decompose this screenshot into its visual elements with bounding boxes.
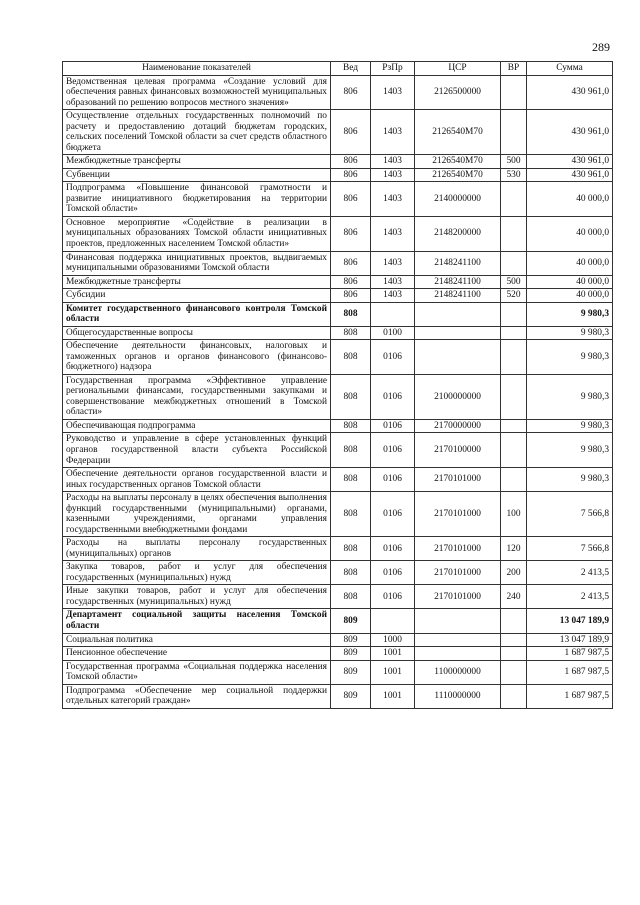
cell-csr: 2148200000 — [415, 216, 501, 251]
table-header-row — [63, 62, 613, 76]
table-row — [63, 168, 613, 182]
cell-name: Осуществление отдельных государственных полномочий по расчету и предоставлению дотаций бюджетам городских, сельских поселений Томской области за счет средств областного бюджета — [63, 110, 331, 155]
header-rzpr: РзПр — [371, 62, 415, 76]
cell-rzpr: 1403 — [371, 289, 415, 303]
cell-vr — [501, 419, 527, 433]
cell-name: Обеспечение деятельности органов государственной власти и иных государственных органов Томской области — [63, 468, 331, 492]
cell-sum: 430 961,0 — [527, 168, 613, 182]
cell-rzpr: 1001 — [371, 660, 415, 684]
cell-vr — [501, 75, 527, 110]
cell-sum: 1 687 987,5 — [527, 647, 613, 661]
table-row — [63, 561, 613, 585]
cell-csr: 2100000000 — [415, 374, 501, 419]
cell-vr — [501, 182, 527, 217]
cell-csr: 2170101000 — [415, 492, 501, 537]
cell-rzpr: 0106 — [371, 374, 415, 419]
cell-csr — [415, 302, 501, 326]
cell-rzpr: 0106 — [371, 561, 415, 585]
cell-vr — [501, 251, 527, 275]
cell-rzpr: 0106 — [371, 537, 415, 561]
header-csr: ЦСР — [415, 62, 501, 76]
cell-vr — [501, 660, 527, 684]
cell-vr: 240 — [501, 585, 527, 609]
table-row — [63, 585, 613, 609]
table-row — [63, 609, 613, 633]
cell-csr: 2126540М70 — [415, 155, 501, 169]
cell-name: Обеспечение деятельности финансовых, налоговых и таможенных органов и органов финансового (финансово-бюджетного) надзора — [63, 340, 331, 375]
cell-ved: 808 — [331, 302, 371, 326]
cell-vr — [501, 647, 527, 661]
cell-rzpr: 1403 — [371, 216, 415, 251]
cell-name: Общегосударственные вопросы — [63, 326, 331, 340]
cell-name: Социальная политика — [63, 633, 331, 647]
cell-ved: 809 — [331, 660, 371, 684]
cell-sum: 40 000,0 — [527, 289, 613, 303]
cell-name: Руководство и управление в сфере установленных функций органов государственной власти субъекта Российской Федерации — [63, 433, 331, 468]
cell-rzpr: 1403 — [371, 182, 415, 217]
cell-csr: 2170101000 — [415, 537, 501, 561]
cell-csr — [415, 633, 501, 647]
cell-csr: 2148241100 — [415, 251, 501, 275]
cell-rzpr — [371, 609, 415, 633]
cell-vr — [501, 374, 527, 419]
table-row — [63, 75, 613, 110]
cell-name: Комитет государственного финансового контроля Томской области — [63, 302, 331, 326]
table-row — [63, 110, 613, 155]
table-row — [63, 155, 613, 169]
header-sum: Сумма — [527, 62, 613, 76]
cell-name: Субсидии — [63, 289, 331, 303]
cell-sum: 40 000,0 — [527, 275, 613, 289]
cell-name: Финансовая поддержка инициативных проектов, выдвигаемых муниципальными образованиями Томской области — [63, 251, 331, 275]
header-name: Наименование показателей — [63, 62, 331, 76]
cell-csr — [415, 609, 501, 633]
table-row — [63, 647, 613, 661]
cell-ved: 808 — [331, 468, 371, 492]
cell-rzpr: 0106 — [371, 433, 415, 468]
cell-name: Подпрограмма «Обеспечение мер социальной поддержки отдельных категорий граждан» — [63, 684, 331, 708]
cell-vr: 530 — [501, 168, 527, 182]
cell-name: Закупка товаров, работ и услуг для обеспечения государственных (муниципальных) нужд — [63, 561, 331, 585]
table-row — [63, 182, 613, 217]
cell-rzpr: 0106 — [371, 419, 415, 433]
table-row — [63, 419, 613, 433]
header-vr: ВР — [501, 62, 527, 76]
cell-sum: 40 000,0 — [527, 251, 613, 275]
cell-name: Расходы на выплаты персоналу государственных (муниципальных) органов — [63, 537, 331, 561]
cell-sum: 1 687 987,5 — [527, 684, 613, 708]
cell-ved: 806 — [331, 155, 371, 169]
cell-ved: 808 — [331, 340, 371, 375]
cell-sum: 9 980,3 — [527, 302, 613, 326]
cell-rzpr: 0100 — [371, 326, 415, 340]
cell-vr — [501, 326, 527, 340]
cell-csr: 2126540М70 — [415, 110, 501, 155]
cell-csr: 2148241100 — [415, 275, 501, 289]
cell-csr — [415, 340, 501, 375]
table-row — [63, 374, 613, 419]
cell-ved: 806 — [331, 275, 371, 289]
cell-ved: 806 — [331, 216, 371, 251]
cell-ved: 806 — [331, 182, 371, 217]
cell-vr — [501, 302, 527, 326]
cell-vr: 200 — [501, 561, 527, 585]
cell-vr — [501, 468, 527, 492]
cell-csr: 2170000000 — [415, 419, 501, 433]
cell-csr: 2170101000 — [415, 561, 501, 585]
table-row — [63, 468, 613, 492]
cell-vr — [501, 340, 527, 375]
cell-csr: 2170101000 — [415, 585, 501, 609]
header-ved: Вед — [331, 62, 371, 76]
cell-vr: 500 — [501, 155, 527, 169]
cell-sum: 9 980,3 — [527, 326, 613, 340]
cell-name: Государственная программа «Социальная поддержка населения Томской области» — [63, 660, 331, 684]
cell-sum: 2 413,5 — [527, 561, 613, 585]
cell-csr: 1100000000 — [415, 660, 501, 684]
cell-sum: 9 980,3 — [527, 433, 613, 468]
cell-sum: 1 687 987,5 — [527, 660, 613, 684]
cell-ved: 809 — [331, 633, 371, 647]
cell-name: Подпрограмма «Повышение финансовой грамотности и развитие инициативного бюджетирования на территории Томской области» — [63, 182, 331, 217]
cell-sum: 40 000,0 — [527, 182, 613, 217]
cell-rzpr: 1001 — [371, 647, 415, 661]
cell-ved: 806 — [331, 110, 371, 155]
cell-csr: 2170101000 — [415, 468, 501, 492]
cell-csr: 2126540М70 — [415, 168, 501, 182]
table-row — [63, 289, 613, 303]
table-row — [63, 537, 613, 561]
cell-sum: 430 961,0 — [527, 155, 613, 169]
table-row — [63, 660, 613, 684]
cell-ved: 806 — [331, 75, 371, 110]
cell-name: Департамент социальной защиты населения Томской области — [63, 609, 331, 633]
cell-ved: 808 — [331, 585, 371, 609]
cell-rzpr: 1403 — [371, 251, 415, 275]
cell-rzpr: 1403 — [371, 110, 415, 155]
cell-sum: 7 566,8 — [527, 537, 613, 561]
cell-name: Государственная программа «Эффективное управление региональными финансами, государственными закупками и совершенствование межбюджетных отношений в Томской области» — [63, 374, 331, 419]
cell-ved: 809 — [331, 609, 371, 633]
cell-rzpr: 0106 — [371, 492, 415, 537]
cell-vr: 520 — [501, 289, 527, 303]
cell-rzpr: 0106 — [371, 468, 415, 492]
cell-name: Ведомственная целевая программа «Создание условий для обеспечения равных финансовых возможностей муниципальных образований по решению вопросов местного значения» — [63, 75, 331, 110]
cell-name: Пенсионное обеспечение — [63, 647, 331, 661]
cell-ved: 806 — [331, 289, 371, 303]
cell-rzpr — [371, 302, 415, 326]
cell-name: Межбюджетные трансферты — [63, 155, 331, 169]
cell-ved: 809 — [331, 647, 371, 661]
cell-sum: 40 000,0 — [527, 216, 613, 251]
cell-rzpr: 1403 — [371, 75, 415, 110]
budget-table — [62, 61, 613, 709]
cell-name: Субвенции — [63, 168, 331, 182]
table-row — [63, 433, 613, 468]
cell-sum: 13 047 189,9 — [527, 633, 613, 647]
table-row — [63, 633, 613, 647]
cell-sum: 9 980,3 — [527, 468, 613, 492]
table-row — [63, 302, 613, 326]
cell-ved: 808 — [331, 374, 371, 419]
cell-ved: 808 — [331, 419, 371, 433]
cell-ved: 808 — [331, 537, 371, 561]
cell-vr — [501, 110, 527, 155]
cell-rzpr: 1403 — [371, 155, 415, 169]
cell-ved: 806 — [331, 251, 371, 275]
cell-vr — [501, 684, 527, 708]
cell-csr: 2170100000 — [415, 433, 501, 468]
cell-csr: 1110000000 — [415, 684, 501, 708]
cell-vr: 100 — [501, 492, 527, 537]
table-row — [63, 492, 613, 537]
cell-rzpr: 0106 — [371, 340, 415, 375]
table-row — [63, 340, 613, 375]
cell-rzpr: 1403 — [371, 168, 415, 182]
cell-ved: 808 — [331, 433, 371, 468]
cell-ved: 808 — [331, 326, 371, 340]
cell-csr: 2140000000 — [415, 182, 501, 217]
cell-name: Межбюджетные трансферты — [63, 275, 331, 289]
table-row — [63, 251, 613, 275]
cell-rzpr: 1001 — [371, 684, 415, 708]
page-number: 289 — [592, 40, 610, 54]
cell-vr: 500 — [501, 275, 527, 289]
cell-vr — [501, 609, 527, 633]
cell-rzpr: 1000 — [371, 633, 415, 647]
cell-sum: 430 961,0 — [527, 75, 613, 110]
cell-vr — [501, 433, 527, 468]
cell-ved: 809 — [331, 684, 371, 708]
cell-sum: 13 047 189,9 — [527, 609, 613, 633]
table-row — [63, 275, 613, 289]
cell-ved: 808 — [331, 492, 371, 537]
cell-csr — [415, 326, 501, 340]
table-row — [63, 326, 613, 340]
cell-vr — [501, 216, 527, 251]
cell-ved: 806 — [331, 168, 371, 182]
cell-name: Иные закупки товаров, работ и услуг для обеспечения государственных (муниципальных) нужд — [63, 585, 331, 609]
cell-csr — [415, 647, 501, 661]
table-row — [63, 684, 613, 708]
cell-ved: 808 — [331, 561, 371, 585]
cell-rzpr: 1403 — [371, 275, 415, 289]
cell-name: Расходы на выплаты персоналу в целях обеспечения выполнения функций государственными (муниципальными) органами, казенными учреждениями, органами управления государственными внебюджетными фондами — [63, 492, 331, 537]
cell-sum: 7 566,8 — [527, 492, 613, 537]
cell-sum: 9 980,3 — [527, 340, 613, 375]
cell-vr: 120 — [501, 537, 527, 561]
cell-csr: 2126500000 — [415, 75, 501, 110]
table-row — [63, 216, 613, 251]
cell-name: Обеспечивающая подпрограмма — [63, 419, 331, 433]
cell-sum: 9 980,3 — [527, 374, 613, 419]
cell-rzpr: 0106 — [371, 585, 415, 609]
cell-sum: 9 980,3 — [527, 419, 613, 433]
cell-name: Основное мероприятие «Содействие в реализации в муниципальных образованиях Томской области инициативных проектов, предложенных населением Томской области» — [63, 216, 331, 251]
cell-sum: 2 413,5 — [527, 585, 613, 609]
cell-sum: 430 961,0 — [527, 110, 613, 155]
cell-csr: 2148241100 — [415, 289, 501, 303]
cell-vr — [501, 633, 527, 647]
